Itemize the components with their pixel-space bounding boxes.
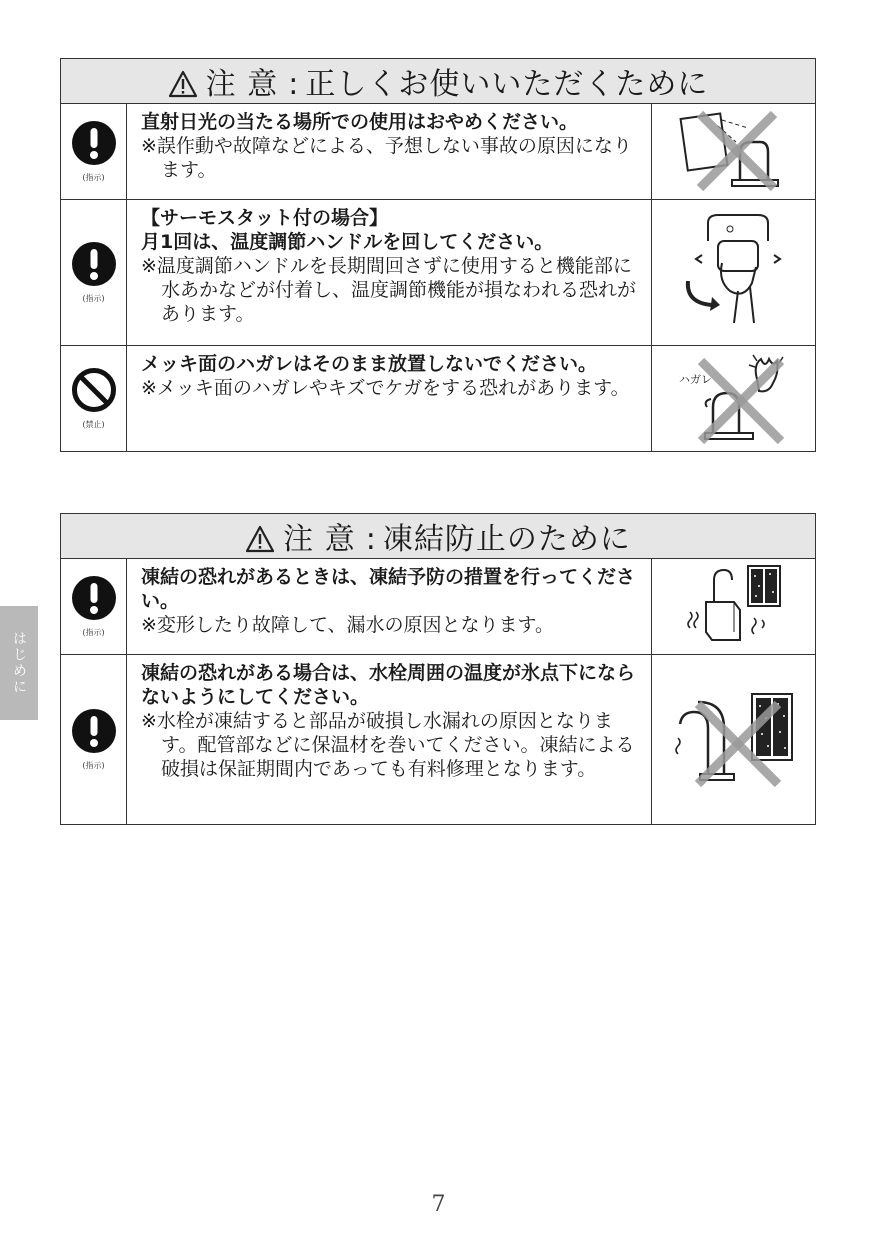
peeling-plating-prohibited-illustration xyxy=(673,349,793,445)
instruction-exclamation-icon xyxy=(71,241,117,287)
caution-bold-line: 【サーモスタット付の場合】 xyxy=(141,207,389,229)
prohibition-icon xyxy=(71,367,117,413)
caution-title: 正しくお使いいただくために xyxy=(305,67,709,102)
caution-bold-line: 直射日光の当たる場所での使用はおやめください。 xyxy=(141,111,579,133)
caution-colon: : xyxy=(288,67,300,102)
caution-bold-line: 凍結の恐れがあるときは、凍結予防の措置を行ってください。 xyxy=(141,566,636,612)
symbol-label: (指示) xyxy=(82,761,105,770)
symbol-label: (指示) xyxy=(82,294,105,303)
caution-note: ※温度調節ハンドルを長期間回さずに使用すると機能部に水あかなどが付着し、温度調節機能が損なわれる恐れがあります。 xyxy=(141,255,637,325)
caution-row xyxy=(61,346,816,452)
sunlight-faucet-prohibited-illustration xyxy=(678,108,788,192)
page-number: 7 xyxy=(431,1192,446,1217)
caution-note: ※誤作動や故障などによる、予想しない事故の原因になります。 xyxy=(141,135,632,181)
frozen-faucet-prohibited-illustration xyxy=(668,688,798,788)
section-side-tab: はじめに xyxy=(0,606,38,720)
hand-turning-handle-illustration xyxy=(678,211,788,331)
illustration-label: ハガレ xyxy=(679,373,713,386)
caution-bold-line: メッキ面のハガレはそのまま放置しないでください。 xyxy=(141,353,598,375)
caution-row xyxy=(61,200,816,346)
caution-row xyxy=(61,104,816,200)
caution-note: ※水栓が凍結すると部品が破損し水漏れの原因となります。配管部などに保温材を巻いてください。凍結による破損は保証期間内であっても有料修理となります。 xyxy=(141,710,635,780)
caution-word: 注 意 xyxy=(283,522,356,557)
warning-triangle-icon xyxy=(245,525,275,553)
symbol-label: (指示) xyxy=(82,628,105,637)
caution-word: 注 意 xyxy=(205,67,279,102)
caution-note: ※変形したり故障して、漏水の原因となります。 xyxy=(141,614,555,636)
instruction-exclamation-icon xyxy=(71,708,117,754)
caution-row xyxy=(61,559,816,655)
insulated-faucet-window-illustration xyxy=(678,562,788,648)
caution-table-correct-use xyxy=(60,58,816,452)
symbol-label: (禁止) xyxy=(82,420,105,429)
caution-colon: : xyxy=(365,522,377,557)
instruction-exclamation-icon xyxy=(71,120,117,166)
caution-header xyxy=(61,59,816,104)
caution-title: 凍結防止のために xyxy=(382,522,631,557)
instruction-exclamation-icon xyxy=(71,575,117,621)
caution-table-freeze-prevention xyxy=(60,513,816,825)
caution-bold-line: 凍結の恐れがある場合は、水栓周囲の温度が氷点下にならないようにしてください。 xyxy=(141,662,636,708)
warning-triangle-icon xyxy=(168,70,198,98)
caution-bold-line: 月1回は、温度調節ハンドルを回してください。 xyxy=(141,231,554,253)
caution-note: ※メッキ面のハガレやキズでケガをする恐れがあります。 xyxy=(141,377,630,399)
caution-row xyxy=(61,655,816,825)
symbol-label: (指示) xyxy=(82,173,105,182)
caution-header xyxy=(61,514,816,559)
